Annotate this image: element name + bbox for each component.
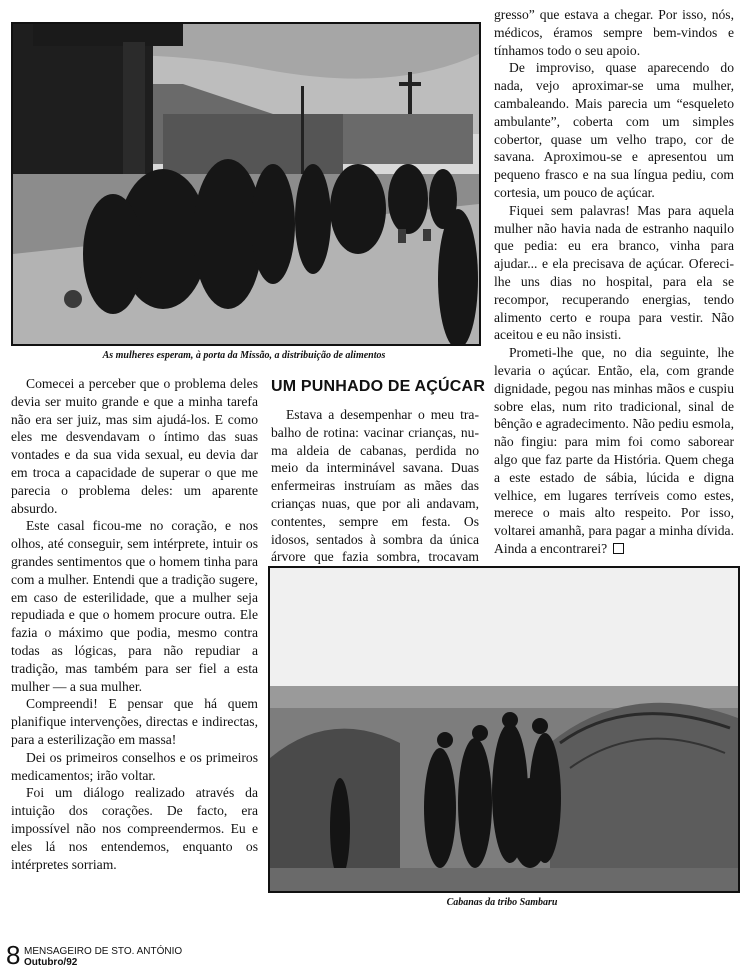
paragraph: Este casal ficou-me no coração, e nos olhos, até conseguir, sem intérprete, intuir os grandes sentimentos que o homem tinha para com a mulher. Entendi que a tradição sugere, em caso de esterilidade, que a mulher seja repudiada e que o homem procure outra. Ele fazia o máximo que podia, mesmo contra todas as lógicas, para não repudiar a tradição, mas também para ser fiel a esta mulher — a sua mulher. [11, 518, 258, 694]
paragraph: Fiquei sem palavras! Mas para aquela mulher não havia nada de estranho naquilo que pedia: eu era branco, vinha para ajudar... e ela precisava de açúcar. Ofereci-lhe uns dias no hospital, para ela se recompor, recuperando energias, tendo alimento certo e roupa para vestir. Não aceitou e eu não insisti. [494, 202, 734, 343]
paragraph: Estava a desempenhar o meu trabalho de rotina: vacinar crianças, numa aldeia de cabanas, perdida no meio da interminável savana. Duas enfermeiras instruíam as mães das crianças nuas, que por ali andavam, contentes, sempre em festa. Os idosos, sentados à sombra da única árvore que fazia sombra, trocavam [271, 407, 479, 565]
paragraph: De improviso, quase aparecendo do nada, vejo aproximar-se uma mulher, cambaleando. Mais parecia um “esqueleto ambulante”, coberta com um simples cobertor, quase um velho trapo, cor de savana. Aproximou-se e apresentou um pequeno frasco e na sua língua pediu, com cortesia, um pouco de açúcar. [494, 60, 734, 200]
middle-column [271, 406, 479, 584]
publication-footer [24, 946, 182, 968]
huts-photo-caption: Cabanas da tribo Sambaru [446, 897, 558, 908]
page-number: 8 [6, 940, 21, 970]
mission-photo [11, 22, 481, 346]
paragraph: Dei os primeiros conselhos e os primeiros medicamentos; irão voltar. [11, 749, 258, 783]
paragraph: Foi um diálogo realizado através da intuição dos corações. De facto, era impossível não nos compreendermos. Eu e eles lá nos entendemos, enquanto os intérpretes sorriam. [11, 785, 258, 872]
publication-name: MENSAGEIRO DE STO. ANTÓNIO [24, 946, 183, 957]
paragraph: Compreendi! E pensar que há quem planifique intervenções, directas e indirectas, para a esterilização em massa! [11, 696, 258, 747]
mission-photo-caption: As mulheres esperam, à porta da Missão, a distribuição de alimentos [102, 350, 386, 361]
right-column [494, 6, 734, 558]
end-of-article-icon [613, 543, 624, 554]
huts-photo [268, 566, 740, 893]
section-heading: UM PUNHADO DE AÇÚCAR [271, 378, 486, 395]
issue-date: Outubro/92 [24, 957, 78, 968]
huts-photo-image [270, 568, 738, 891]
mission-photo-image [13, 24, 479, 344]
paragraph: Comecei a perceber que o problema deles devia ser muito grande e que a minha tarefa não era ser juiz, mas sim ajudá-los. E como eles me desvendavam o íntimo das suas vontades e da sua vida sexual, eu devia dar em troca a capacidade de superar o que me parecia o problema deles: um aparente absurdo. [11, 376, 258, 516]
paragraph: gresso” que estava a chegar. Por isso, nós, médicos, éramos sempre bem-vindos e tínhamos todo o seu apoio. [494, 7, 734, 58]
left-column [11, 375, 258, 873]
paragraph-text: Prometi-lhe que, no dia seguinte, lhe levaria o açúcar. Então, ela, com grande dignidade, pegou nas minhas mãos e cuspiu sobre elas, num rito tradicional, sinal de bênção e agradecimento. Não pediu esmola, não fingiu: para mim foi como saborear algo que faz parte da História. Quem chega a este estado de sábia, lúcida e digna velhice, em lugares terríveis como estes, merece o mais alto respeito. Por isso, voltarei amanhã, para pagar a minha dívida. Ainda a encontrarei? [494, 345, 734, 556]
paragraph [494, 344, 734, 558]
